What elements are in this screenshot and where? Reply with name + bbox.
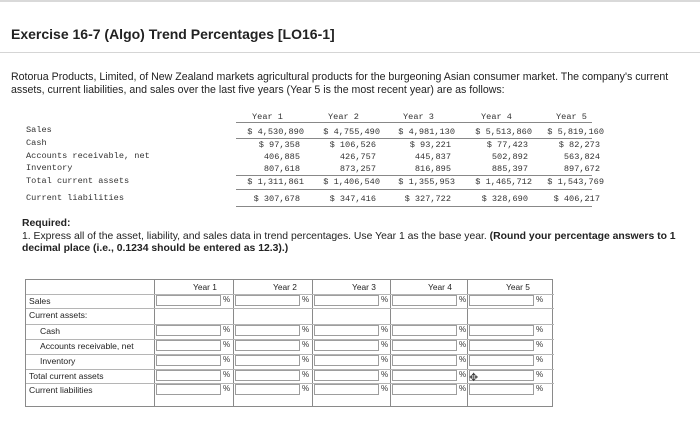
- trend-percent-input[interactable]: [156, 370, 221, 381]
- trend-percent-input[interactable]: [392, 325, 457, 336]
- answer-row-label: Total current assets: [29, 371, 104, 381]
- data-cell: 502,892: [491, 152, 528, 162]
- trend-percent-input[interactable]: [235, 325, 300, 336]
- data-cell: $ 93,221: [409, 140, 451, 150]
- answer-table: [25, 279, 553, 407]
- percent-sign: %: [459, 384, 467, 393]
- percent-sign: %: [223, 325, 231, 334]
- percent-sign: %: [302, 355, 310, 364]
- data-cell: $ 4,530,890: [247, 127, 304, 137]
- percent-sign: %: [536, 384, 544, 393]
- data-cell: $ 1,543,769: [547, 177, 604, 187]
- data-cell: 563,824: [563, 152, 600, 162]
- required-text: [22, 231, 692, 256]
- data-year-header: Year 2: [328, 112, 359, 122]
- percent-sign: %: [302, 340, 310, 349]
- trend-percent-input[interactable]: [156, 325, 221, 336]
- data-cell: 445,837: [414, 152, 451, 162]
- trend-percent-input[interactable]: [156, 384, 221, 395]
- percent-sign: %: [223, 384, 231, 393]
- percent-sign: %: [536, 340, 544, 349]
- header-rule: [236, 122, 592, 123]
- trend-percent-input[interactable]: [469, 355, 534, 366]
- percent-sign: %: [536, 295, 544, 304]
- data-cell: 885,397: [491, 164, 528, 174]
- rounding-note: (Round your percentage answers to 1 decimal place (i.e., 0.1234 should be entered as 12.3).): [22, 230, 676, 254]
- total-rule: [236, 189, 592, 190]
- data-cell: $ 82,273: [558, 140, 600, 150]
- percent-sign: %: [302, 384, 310, 393]
- trend-percent-input[interactable]: [392, 340, 457, 351]
- answer-row: [26, 308, 554, 320]
- percent-sign: %: [381, 370, 389, 379]
- answer-row-label: Current assets:: [29, 310, 88, 320]
- data-cell: $ 347,416: [329, 194, 376, 204]
- bottom-rule: [236, 206, 592, 207]
- data-cell: $ 327,722: [404, 194, 451, 204]
- trend-percent-input[interactable]: [469, 384, 534, 395]
- trend-percent-input[interactable]: [392, 295, 457, 306]
- data-year-header: Year 1: [252, 112, 283, 122]
- data-cell: 816,895: [414, 164, 451, 174]
- percent-sign: %: [302, 295, 310, 304]
- data-row-label: Sales: [26, 125, 52, 135]
- trend-percent-input[interactable]: [469, 325, 534, 336]
- given-data-table: [0, 110, 700, 210]
- page-title: Exercise 16-7 (Algo) Trend Percentages [LO16-1]: [11, 26, 335, 42]
- data-cell: $ 4,755,490: [323, 127, 380, 137]
- data-cell: $ 106,526: [329, 140, 376, 150]
- data-cell: $ 1,465,712: [475, 177, 532, 187]
- trend-percent-input[interactable]: [235, 384, 300, 395]
- data-row-label: Current liabilities: [26, 193, 124, 203]
- answer-year-header: Year 2: [273, 282, 297, 292]
- percent-sign: %: [536, 355, 544, 364]
- data-cell: 897,672: [563, 164, 600, 174]
- percent-sign: %: [459, 370, 467, 379]
- percent-sign: %: [381, 355, 389, 364]
- data-cell: $ 1,355,953: [398, 177, 455, 187]
- answer-year-header: Year 1: [193, 282, 217, 292]
- answer-year-header: Year 5: [506, 282, 530, 292]
- trend-percent-input[interactable]: [235, 295, 300, 306]
- trend-percent-input[interactable]: [235, 370, 300, 381]
- data-cell: 807,618: [263, 164, 300, 174]
- trend-percent-input[interactable]: [392, 384, 457, 395]
- percent-sign: %: [536, 370, 544, 379]
- trend-percent-input[interactable]: [156, 355, 221, 366]
- percent-sign: %: [459, 325, 467, 334]
- trend-percent-input[interactable]: [469, 340, 534, 351]
- percent-sign: %: [302, 325, 310, 334]
- required-heading: Required:: [22, 218, 71, 229]
- data-year-header: Year 4: [481, 112, 512, 122]
- data-cell: $ 77,423: [486, 140, 528, 150]
- percent-sign: %: [459, 340, 467, 349]
- data-cell: 426,757: [339, 152, 376, 162]
- sales-rule: [236, 138, 592, 139]
- percent-sign: %: [459, 295, 467, 304]
- trend-percent-input[interactable]: [314, 325, 379, 336]
- data-cell: $ 5,513,860: [475, 127, 532, 137]
- data-year-header: Year 5: [556, 112, 587, 122]
- data-cell: $ 328,690: [481, 194, 528, 204]
- trend-percent-input[interactable]: [392, 355, 457, 366]
- required-instruction: 1. Express all of the asset, liability, and sales data in trend percentages. Use Year 1 as the base year.: [22, 230, 487, 242]
- percent-sign: %: [223, 295, 231, 304]
- trend-percent-input[interactable]: [314, 295, 379, 306]
- trend-percent-input[interactable]: [314, 340, 379, 351]
- trend-percent-input[interactable]: [392, 370, 457, 381]
- trend-percent-input[interactable]: [314, 384, 379, 395]
- data-cell: $ 406,217: [553, 194, 600, 204]
- percent-sign: %: [381, 325, 389, 334]
- data-cell: 873,257: [339, 164, 376, 174]
- answer-row-label: Inventory: [40, 356, 76, 366]
- intro-paragraph: Rotorua Products, Limited, of New Zealand markets agricultural products for the burgeoning Asian consumer market. The company's current assets, current liabilities, and sales over the last five years (Year 5 is the most recent year) are as follows:: [11, 71, 669, 96]
- data-year-header: Year 3: [403, 112, 434, 122]
- subtotal-rule: [236, 175, 592, 176]
- trend-percent-input[interactable]: [314, 370, 379, 381]
- percent-sign: %: [536, 325, 544, 334]
- title-divider: [0, 52, 700, 53]
- answer-row-label: Current liabilities: [29, 385, 93, 395]
- trend-percent-input[interactable]: [235, 340, 300, 351]
- answer-row-label: Cash: [40, 326, 61, 336]
- percent-sign: %: [459, 355, 467, 364]
- data-cell: $ 1,311,861: [247, 177, 304, 187]
- data-cell: $ 1,406,540: [323, 177, 380, 187]
- percent-sign: %: [223, 370, 231, 379]
- move-cursor-icon: ✥: [469, 372, 479, 384]
- answer-year-header: Year 3: [352, 282, 376, 292]
- percent-sign: %: [381, 295, 389, 304]
- trend-percent-input[interactable]: [235, 355, 300, 366]
- percent-sign: %: [381, 384, 389, 393]
- top-border: [0, 0, 700, 2]
- trend-percent-input[interactable]: [156, 295, 221, 306]
- data-cell: $ 307,678: [253, 194, 300, 204]
- data-row-label: Accounts receivable, net: [26, 151, 150, 161]
- trend-percent-input[interactable]: [314, 355, 379, 366]
- data-cell: $ 97,358: [258, 140, 300, 150]
- trend-percent-input[interactable]: [469, 295, 534, 306]
- data-row-label: Cash: [26, 138, 47, 148]
- data-row-label: Inventory: [26, 163, 73, 173]
- data-row-label: Total current assets: [26, 176, 130, 186]
- percent-sign: %: [302, 370, 310, 379]
- percent-sign: %: [223, 355, 231, 364]
- answer-row-label: Sales: [29, 296, 51, 306]
- answer-row-label: Accounts receivable, net: [40, 341, 134, 351]
- data-cell: $ 5,819,160: [547, 127, 604, 137]
- percent-sign: %: [223, 340, 231, 349]
- answer-year-header: Year 4: [428, 282, 452, 292]
- data-cell: $ 4,981,130: [398, 127, 455, 137]
- percent-sign: %: [381, 340, 389, 349]
- trend-percent-input[interactable]: [156, 340, 221, 351]
- required-instructions: [22, 218, 692, 256]
- data-cell: 406,885: [263, 152, 300, 162]
